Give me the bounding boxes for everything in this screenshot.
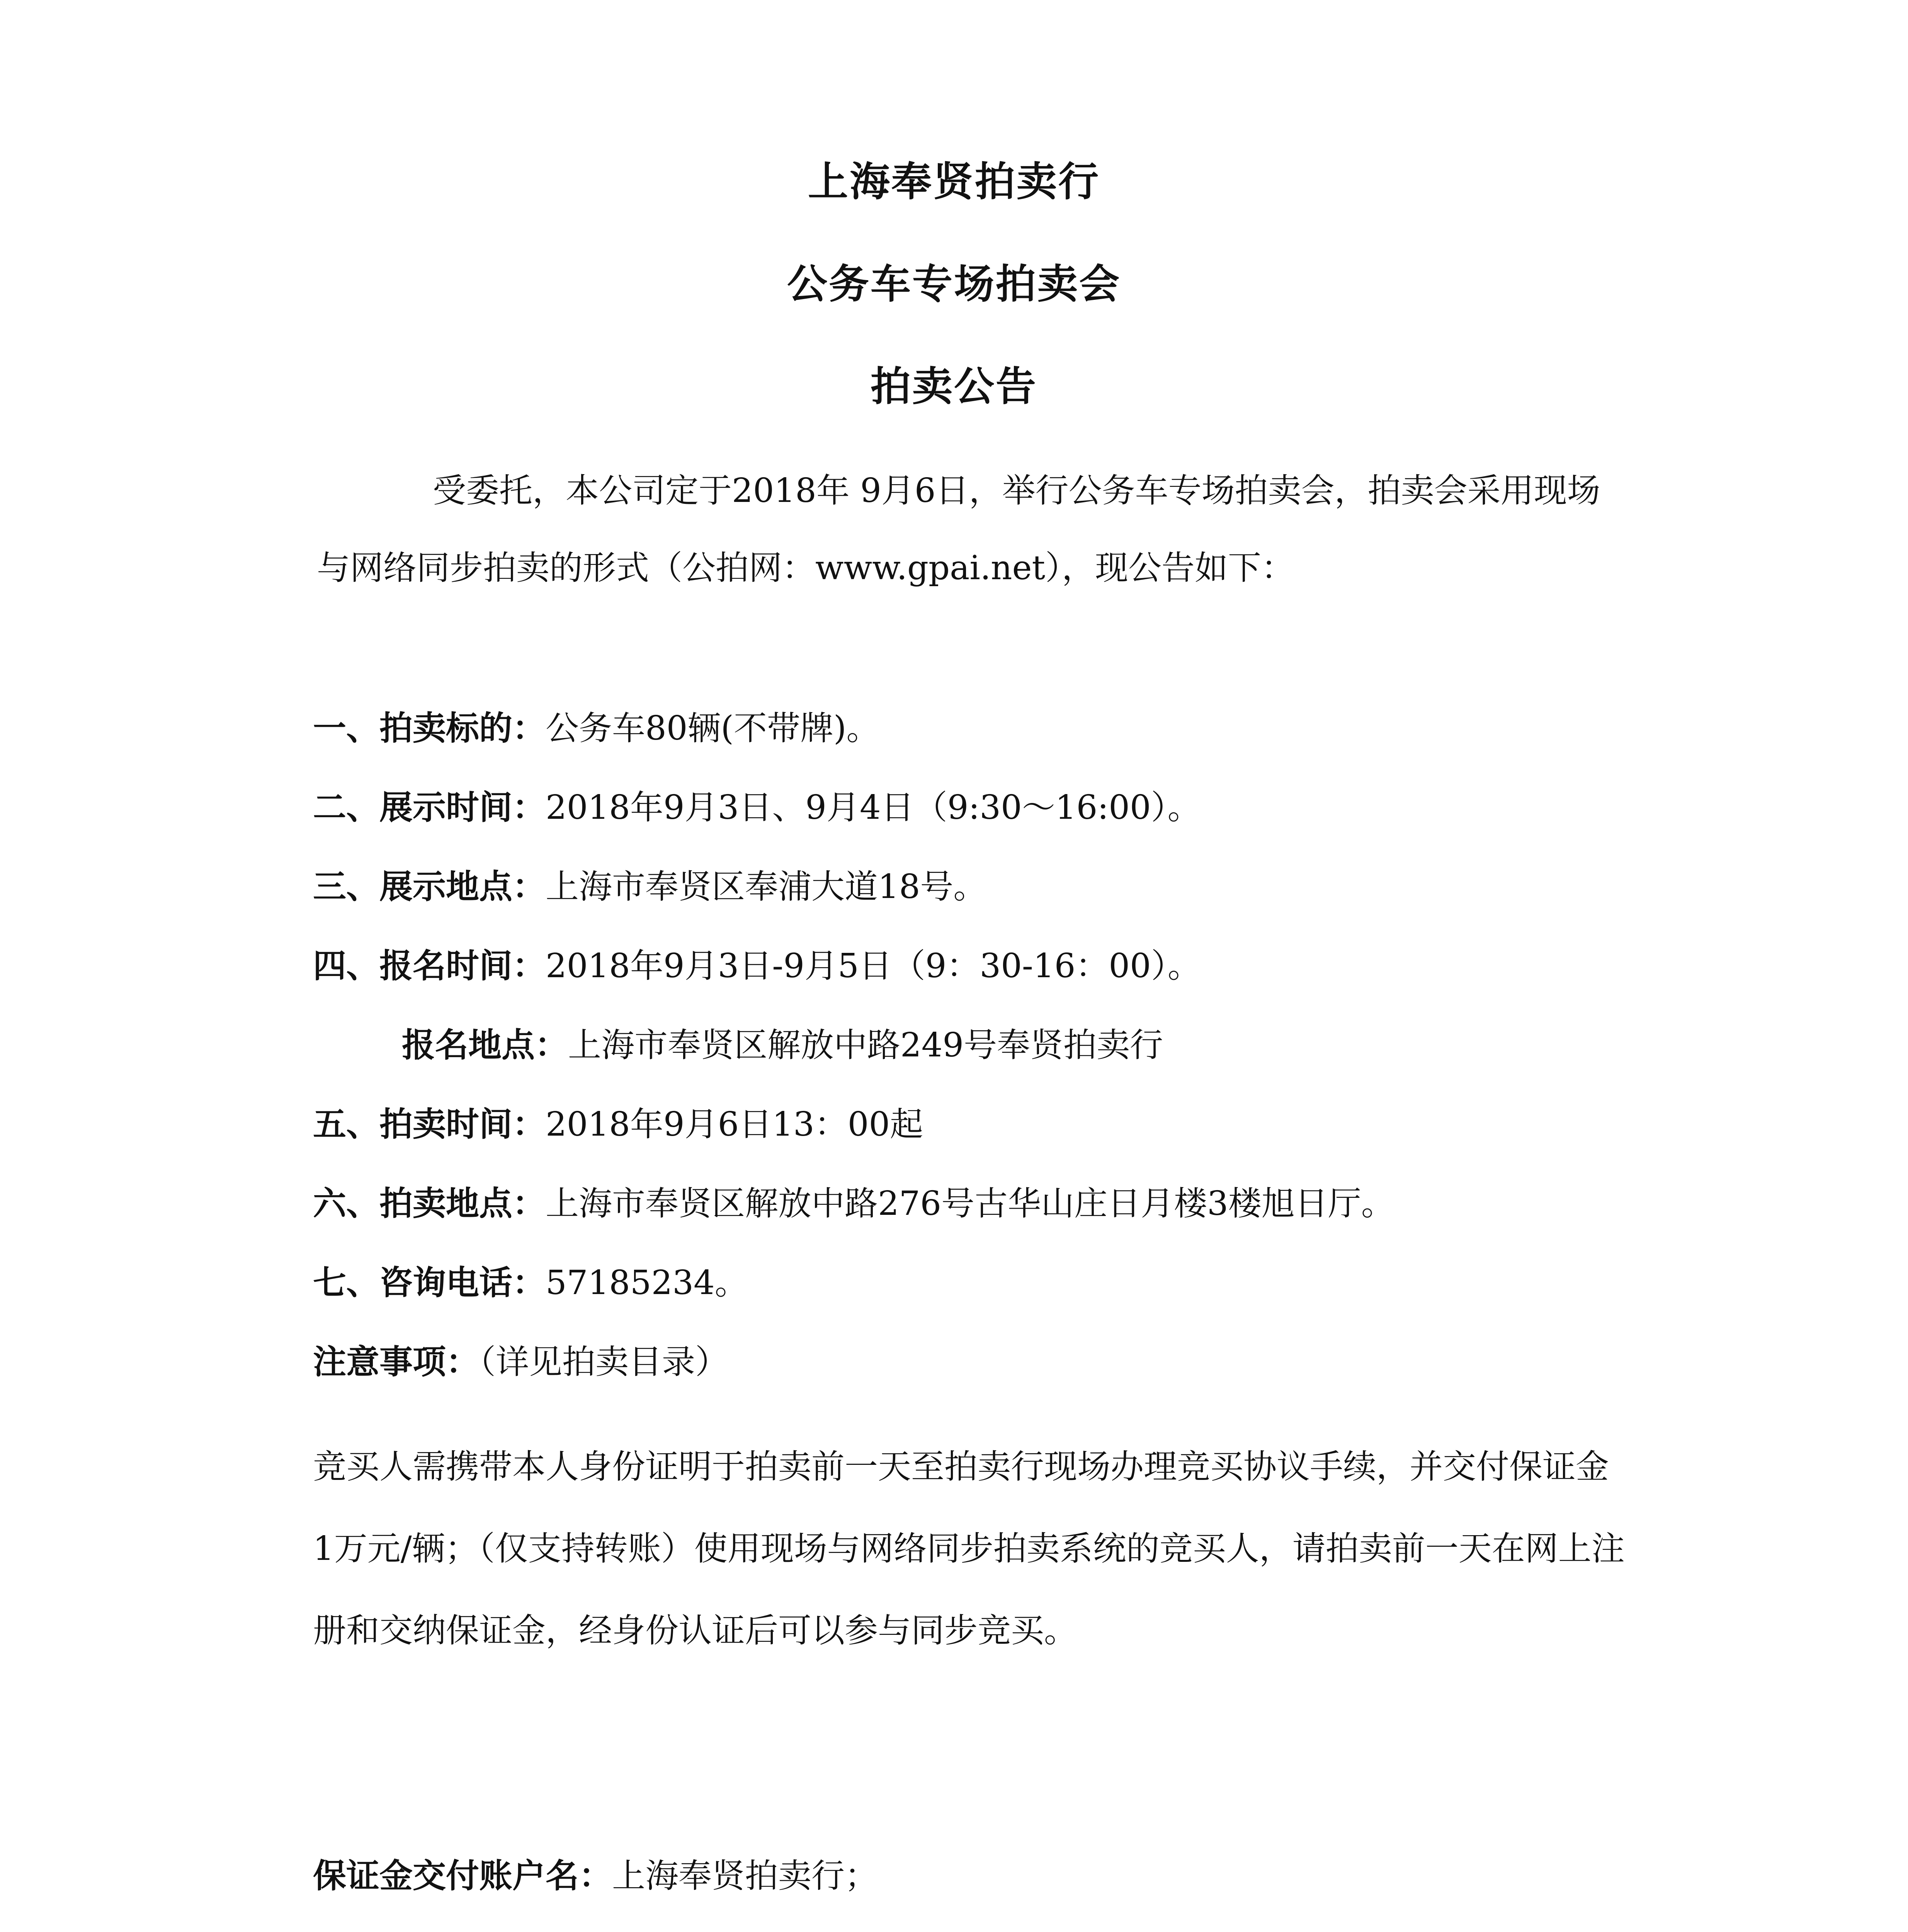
item-auction-time bbox=[313, 1097, 923, 1151]
item-label: 七、咨询电话： bbox=[313, 1264, 546, 1302]
item-value: 2018年9月6日13：00起 bbox=[546, 1105, 923, 1144]
item-value: 公务车80辆(不带牌)。 bbox=[546, 709, 880, 748]
item-display-location bbox=[313, 860, 986, 914]
notes-value: （详见拍卖目录） bbox=[479, 1343, 728, 1381]
item-value: 2018年9月3日、9月4日（9:30～16:00）。 bbox=[546, 788, 1201, 827]
item-value: 上海市奉贤区奉浦大道18号。 bbox=[546, 867, 987, 906]
account-name-line bbox=[313, 1849, 878, 1903]
event-title: 公务车专场拍卖会 bbox=[787, 260, 1121, 308]
item-value: 上海市奉贤区解放中路276号古华山庄日月楼3楼旭日厅。 bbox=[546, 1184, 1394, 1223]
item-auction-target bbox=[313, 701, 880, 755]
notes-paragraph: 竞买人需携带本人身份证明于拍卖前一天至拍卖行现场办理竞买协议手续，并交付保证金1万元/辆；（仅支持转账）使用现场与网络同步拍卖系统的竞买人，请拍卖前一天在网上注册和交纳保证金，经身份认证后可以参与同步竞买。 bbox=[313, 1447, 1625, 1650]
account-number-line bbox=[313, 1926, 932, 1932]
account-name-value: 上海奉贤拍卖行； bbox=[612, 1857, 878, 1895]
company-title: 上海奉贤拍卖行 bbox=[808, 158, 1100, 205]
item-registration-time bbox=[313, 939, 1201, 993]
item-value: 2018年9月3日-9月5日（9：30-16：00）。 bbox=[546, 947, 1201, 985]
item-label: 五、拍卖时间： bbox=[313, 1105, 546, 1144]
item-label: 三、展示地点： bbox=[313, 867, 546, 906]
intro-paragraph: 受委托，本公司定于2018年 9月6日，举行公务车专场拍卖会，拍卖会采用现场与网络同步拍卖的形式（公拍网：www.gpai.net），现公告如下： bbox=[317, 471, 1600, 587]
item-label: 四、报名时间： bbox=[313, 947, 546, 985]
item-display-time bbox=[313, 781, 1201, 835]
item-label: 报名地点： bbox=[402, 1026, 568, 1065]
item-label: 一、拍卖标的： bbox=[313, 709, 546, 748]
account-name-label: 保证金交付账户名： bbox=[313, 1857, 612, 1895]
item-label: 二、展示时间： bbox=[313, 788, 546, 827]
item-registration-location bbox=[402, 1018, 1163, 1072]
notes-heading bbox=[313, 1335, 728, 1389]
item-auction-location bbox=[313, 1177, 1394, 1231]
item-label: 六、拍卖地点： bbox=[313, 1184, 546, 1223]
item-consult-phone bbox=[313, 1256, 748, 1310]
notes-label: 注意事项： bbox=[313, 1343, 479, 1381]
item-value: 57185234。 bbox=[546, 1264, 748, 1302]
document-title: 拍卖公告 bbox=[870, 363, 1037, 410]
item-value: 上海市奉贤区解放中路249号奉贤拍卖行 bbox=[568, 1026, 1163, 1065]
